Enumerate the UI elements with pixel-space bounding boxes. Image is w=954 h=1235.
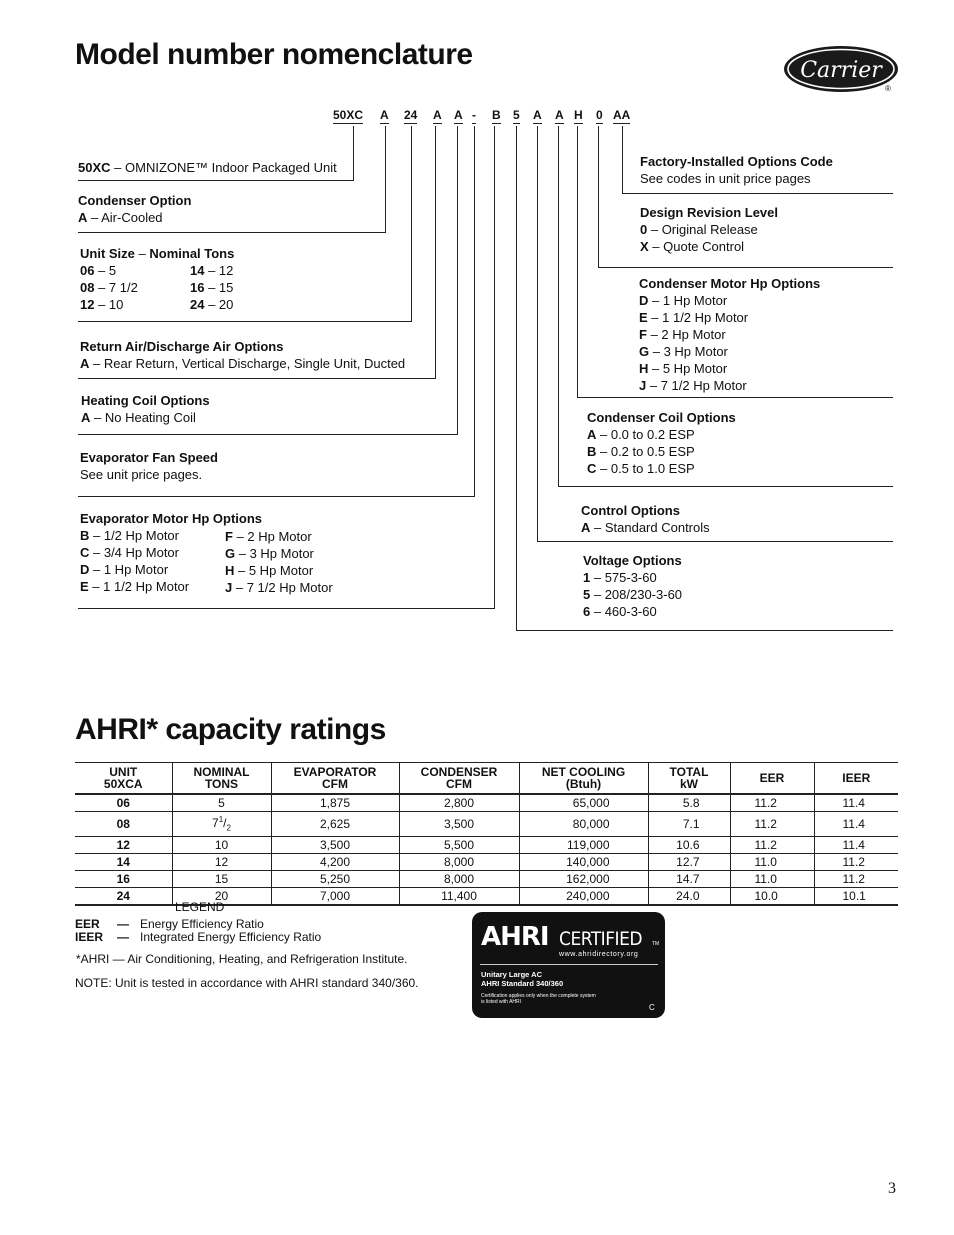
- page-number: 3: [888, 1180, 896, 1197]
- table-cell: 5,250: [271, 871, 399, 888]
- table-cell: 14: [75, 854, 172, 871]
- code-50xc: 50XC: [333, 108, 364, 122]
- section-voltage-options: Voltage Options 1 – 575-3-60 5 – 208/230-3-60 6 – 460-3-60: [583, 553, 683, 619]
- legend-items: EER — Energy Efficiency Ratio IEER — Integrated Energy Efficiency Ratio: [75, 917, 322, 944]
- badge-brand: AHRI: [481, 922, 549, 952]
- header-tons: NOMINAL TONS: [172, 763, 271, 795]
- section-factory-options: Factory-Installed Options Code See codes in unit price pages: [640, 154, 833, 186]
- table-cell: $7^1/_2$: [172, 812, 271, 837]
- table-cell: 15: [172, 871, 271, 888]
- header-total-kw: TOTAL kW: [648, 763, 730, 795]
- section-evap-motor: Evaporator Motor Hp Options B – 1/2 Hp Motor C – 3/4 Hp Motor D – 1 Hp Motor E – 1 1/2 Hp Motor F – 2 Hp Motor G – 3 Hp Motor H – 5 Hp Motor J – 7 1/2 Hp Motor: [80, 511, 333, 595]
- table-cell: 1,875: [271, 794, 399, 812]
- table-cell: 24.0: [648, 888, 730, 906]
- code-heating-coil: A: [454, 108, 463, 122]
- section-condenser-option: Condenser Option A – Air-Cooled: [78, 193, 192, 225]
- header-net-cooling: NET COOLING (Btuh): [519, 763, 648, 795]
- table-cell: 5,500: [399, 837, 519, 854]
- code-voltage: 5: [513, 108, 520, 122]
- table-cell: 11.4: [814, 812, 898, 837]
- header-eer: EER: [730, 763, 814, 795]
- code-control: A: [533, 108, 542, 122]
- section-design-revision: Design Revision Level 0 – Original Release X – Quote Control: [640, 205, 778, 254]
- note-standard: NOTE: Unit is tested in accordance with AHRI standard 340/360.: [75, 976, 419, 990]
- table-cell: 140,000: [519, 854, 648, 871]
- ahri-title: AHRI* capacity ratings: [75, 713, 386, 746]
- code-factory-options: AA: [613, 108, 631, 122]
- badge-line3: Certification applies only when the complete system: [481, 993, 596, 999]
- table-cell: 11.0: [730, 854, 814, 871]
- section-control-options: Control Options A – Standard Controls: [581, 503, 710, 535]
- table-row: [75, 837, 898, 854]
- header-ieer: IEER: [814, 763, 898, 795]
- table-cell: 10: [172, 837, 271, 854]
- table-cell: 16: [75, 871, 172, 888]
- table-cell: 119,000: [519, 837, 648, 854]
- table-row: [75, 854, 898, 871]
- badge-line2: AHRI Standard 340/360: [481, 979, 564, 988]
- badge-url: www.ahridirectory.org: [559, 951, 639, 958]
- page-title: Model number nomenclature: [75, 38, 473, 71]
- section-return-air: Return Air/Discharge Air Options A – Rear Return, Vertical Discharge, Single Unit, Ducted: [80, 339, 406, 371]
- table-cell: 162,000: [519, 871, 648, 888]
- code-coil: A: [555, 108, 564, 122]
- table-cell: 10.6: [648, 837, 730, 854]
- table-cell: 10.1: [814, 888, 898, 906]
- table-cell: 3,500: [399, 812, 519, 837]
- table-cell: 24: [75, 888, 172, 906]
- section-unit-size: Unit Size – Nominal Tons 06 – 5 08 – 7 1/2 12 – 10 14 – 12 16 – 15 24 – 20: [80, 246, 235, 312]
- table-cell: 5.8: [648, 794, 730, 812]
- table-cell: 10.0: [730, 888, 814, 906]
- table-cell: 240,000: [519, 888, 648, 906]
- table-cell: 7.1: [648, 812, 730, 837]
- table-cell: 20: [172, 888, 271, 906]
- table-cell: 65,000: [519, 794, 648, 812]
- code-cond-motor: H: [574, 108, 583, 122]
- footnote-ahri: *AHRI — Air Conditioning, Heating, and Refrigeration Institute.: [76, 952, 408, 966]
- table-cell: 7,000: [271, 888, 399, 906]
- table-cell: 11.2: [814, 871, 898, 888]
- table-cell: 2,625: [271, 812, 399, 837]
- table-header-row: [75, 763, 898, 795]
- table-cell: 12: [172, 854, 271, 871]
- section-base-unit: 50XC – OMNIZONE™ Indoor Packaged Unit: [78, 160, 337, 175]
- table-row: [75, 794, 898, 812]
- ahri-ratings-table: [75, 762, 898, 906]
- table-cell: 2,800: [399, 794, 519, 812]
- section-condenser-coil: Condenser Coil Options A – 0.0 to 0.2 ESP B – 0.2 to 0.5 ESP C – 0.5 to 1.0 ESP: [587, 410, 736, 476]
- registered-mark: ®: [885, 84, 891, 93]
- badge-tm: TM: [652, 941, 660, 947]
- table-cell: 12.7: [648, 854, 730, 871]
- section-heating-coil: Heating Coil Options A – No Heating Coil: [81, 393, 210, 425]
- code-unit-size: 24: [404, 108, 418, 122]
- logo-text: Carrier: [800, 58, 882, 83]
- table-row: [75, 812, 898, 837]
- section-condenser-motor: Condenser Motor Hp Options D – 1 Hp Motor E – 1 1/2 Hp Motor F – 2 Hp Motor G – 3 Hp Motor H – 5 Hp Motor J – 7 1/2 Hp Motor: [639, 276, 821, 393]
- table-cell: 5: [172, 794, 271, 812]
- code-revision: 0: [596, 108, 603, 122]
- table-cell: 11.4: [814, 837, 898, 854]
- ahri-certified-badge: [472, 912, 665, 1018]
- code-condenser: A: [380, 108, 389, 122]
- table-cell: 11.2: [730, 837, 814, 854]
- legend-title: LEGEND: [175, 900, 225, 914]
- badge-line4: is listed with AHRI: [481, 999, 522, 1005]
- table-cell: 11.0: [730, 871, 814, 888]
- table-cell: 8,000: [399, 854, 519, 871]
- header-unit: UNIT 50XCA: [103, 765, 143, 791]
- table-cell: 11.2: [814, 854, 898, 871]
- badge-line1: Unitary Large AC: [481, 970, 542, 979]
- badge-certified: CERTIFIED: [559, 928, 643, 950]
- header-cond-cfm: CONDENSER CFM: [399, 763, 519, 795]
- table-cell: 3,500: [271, 837, 399, 854]
- table-cell: 80,000: [519, 812, 648, 837]
- carrier-logo: [782, 44, 902, 96]
- table-cell: 14.7: [648, 871, 730, 888]
- table-cell: 4,200: [271, 854, 399, 871]
- table-cell: 11.2: [730, 794, 814, 812]
- code-dash: -: [472, 108, 476, 122]
- table-cell: 08: [75, 812, 172, 837]
- table-cell: 11.4: [814, 794, 898, 812]
- code-evap-motor: B: [492, 108, 501, 122]
- table-cell: 11.2: [730, 812, 814, 837]
- table-row: [75, 871, 898, 888]
- table-cell: 06: [75, 794, 172, 812]
- header-evap-cfm: EVAPORATOR CFM: [271, 763, 399, 795]
- table-cell: 8,000: [399, 871, 519, 888]
- section-evap-fan-speed: Evaporator Fan Speed See unit price pages.: [80, 450, 218, 482]
- code-return-air: A: [433, 108, 442, 122]
- table-cell: 12: [75, 837, 172, 854]
- badge-mark: C: [649, 1003, 655, 1012]
- table-cell: 11,400: [399, 888, 519, 906]
